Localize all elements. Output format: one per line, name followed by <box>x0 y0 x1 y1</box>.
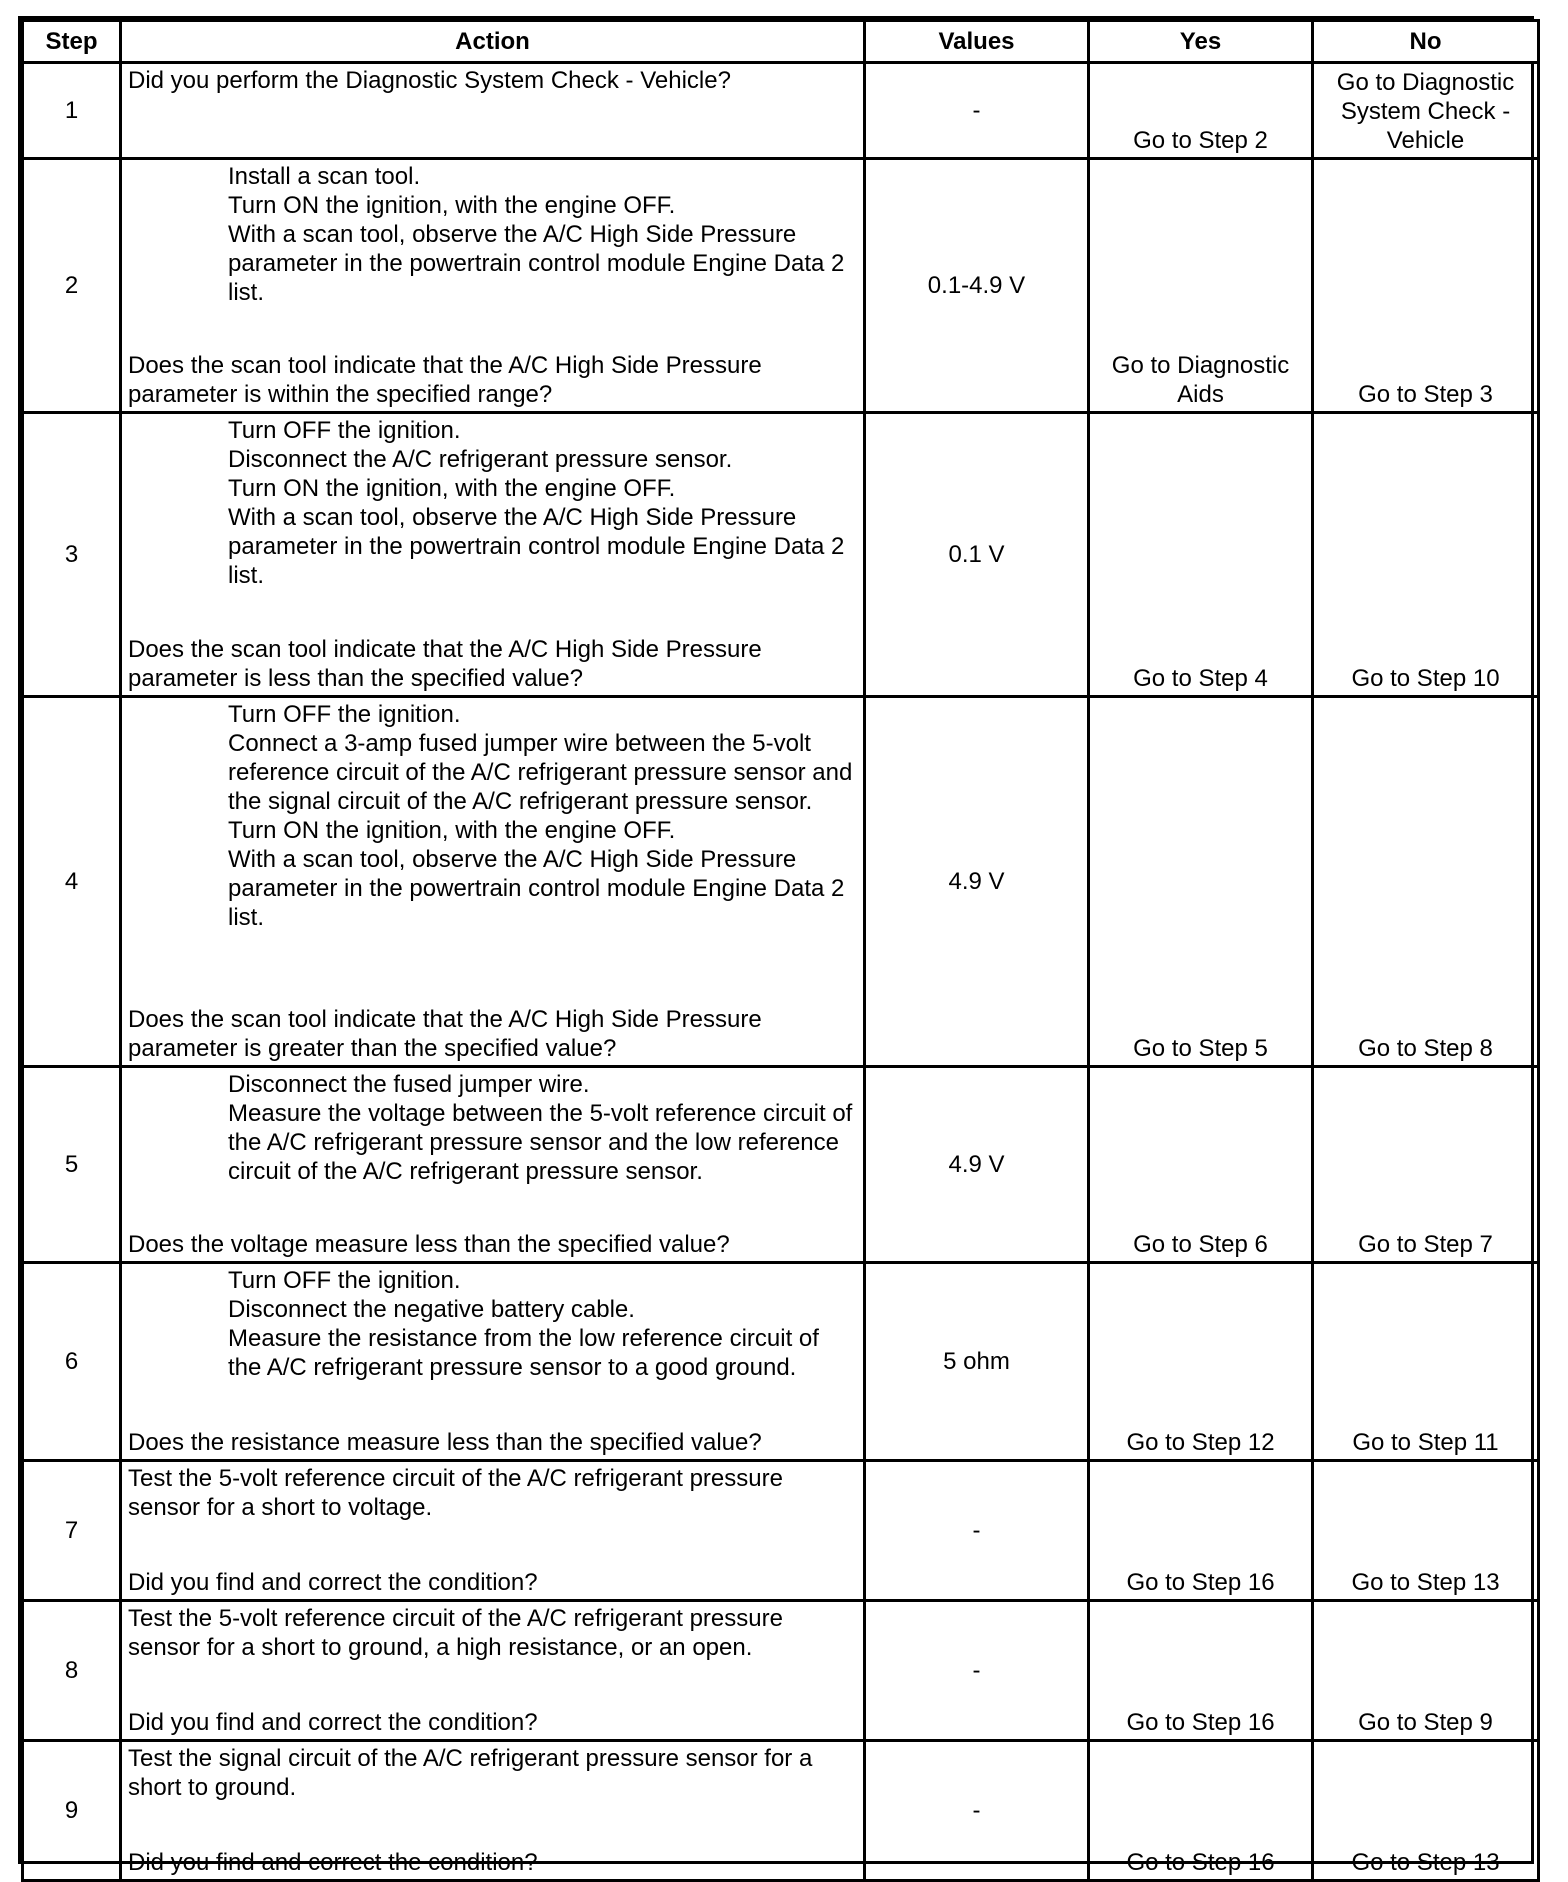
action-question: Did you find and correct the condition? <box>128 1569 538 1596</box>
step-number: 2 <box>23 159 121 413</box>
action-steps-list <box>128 416 857 590</box>
yes-link-text: Go to Step 16 <box>1126 1569 1275 1596</box>
yes-cell <box>1089 63 1313 159</box>
step-number: 8 <box>23 1601 121 1741</box>
values-cell: - <box>865 1741 1089 1881</box>
action-step-item: Turn ON the ignition, with the engine OFF. <box>228 817 676 844</box>
no-cell <box>1313 1067 1539 1263</box>
step-number: 1 <box>23 63 121 159</box>
values-cell: 5 ohm <box>865 1263 1089 1461</box>
diagnostic-table <box>21 19 1540 1882</box>
no-cell <box>1313 697 1539 1067</box>
no-cell <box>1313 159 1539 413</box>
no-cell <box>1313 1263 1539 1461</box>
action-instruction: Did you perform the Diagnostic System Check - Vehicle? <box>128 67 731 94</box>
action-step-item: Turn OFF the ignition. <box>228 701 461 728</box>
table-row <box>23 1601 1539 1741</box>
yes-cell <box>1089 159 1313 413</box>
table-row <box>23 697 1539 1067</box>
no-cell <box>1313 63 1539 159</box>
header-row <box>23 21 1539 63</box>
header-values: Values <box>865 21 1089 63</box>
yes-link-text: Go to Diagnostic Aids <box>1111 352 1290 408</box>
values-cell: - <box>865 1601 1089 1741</box>
action-steps-list <box>128 162 857 307</box>
action-step-item: Disconnect the negative battery cable. <box>228 1296 635 1323</box>
yes-cell <box>1089 697 1313 1067</box>
header-action: Action <box>121 21 865 63</box>
table-row <box>23 1067 1539 1263</box>
values-cell: 0.1 V <box>865 413 1089 697</box>
action-instruction: Test the signal circuit of the A/C refrigerant pressure sensor for a short to ground. <box>128 1745 813 1801</box>
action-step-item: Measure the resistance from the low reference circuit of the A/C refrigerant pressure sensor to a good ground. <box>228 1325 819 1381</box>
table-row <box>23 159 1539 413</box>
action-question: Did you find and correct the condition? <box>128 1849 538 1876</box>
yes-cell <box>1089 1741 1313 1881</box>
no-link-text: Go to Diagnostic System Check - Vehicle <box>1336 69 1515 154</box>
yes-link-text: Go to Step 12 <box>1126 1429 1275 1456</box>
step-number: 3 <box>23 413 121 697</box>
table-row <box>23 1741 1539 1881</box>
action-step-item: With a scan tool, observe the A/C High Side Pressure parameter in the powertrain control module Engine Data 2 list. <box>228 221 845 306</box>
action-steps-list <box>128 1070 857 1186</box>
action-question: Does the scan tool indicate that the A/C High Side Pressure parameter is less than the specified value? <box>128 636 762 692</box>
step-number: 7 <box>23 1461 121 1601</box>
no-link-text: Go to Step 3 <box>1358 381 1493 408</box>
no-cell <box>1313 413 1539 697</box>
yes-link-text: Go to Step 5 <box>1133 1035 1268 1062</box>
no-link-text: Go to Step 11 <box>1352 1429 1499 1456</box>
action-question: Does the scan tool indicate that the A/C High Side Pressure parameter is greater than the specified value? <box>128 1006 762 1062</box>
action-instruction: Test the 5-volt reference circuit of the A/C refrigerant pressure sensor for a short to voltage. <box>128 1465 783 1521</box>
step-number: 9 <box>23 1741 121 1881</box>
values-cell: - <box>865 1461 1089 1601</box>
action-cell <box>121 159 865 413</box>
table-row <box>23 1263 1539 1461</box>
yes-link-text: Go to Step 6 <box>1133 1231 1268 1258</box>
action-steps-list <box>128 1266 857 1382</box>
action-step-item: Turn ON the ignition, with the engine OFF. <box>228 475 676 502</box>
yes-link-text: Go to Step 16 <box>1126 1709 1275 1736</box>
action-cell <box>121 1067 865 1263</box>
action-step-item: Install a scan tool. <box>228 163 421 190</box>
table-row <box>23 1461 1539 1601</box>
yes-cell <box>1089 1263 1313 1461</box>
action-question: Does the voltage measure less than the specified value? <box>128 1231 730 1258</box>
action-question: Did you find and correct the condition? <box>128 1709 538 1736</box>
action-question: Does the scan tool indicate that the A/C High Side Pressure parameter is within the specified range? <box>128 352 762 408</box>
action-cell <box>121 413 865 697</box>
no-link-text: Go to Step 10 <box>1351 665 1500 692</box>
yes-link-text: Go to Step 16 <box>1126 1849 1275 1876</box>
no-link-text: Go to Step 9 <box>1358 1709 1493 1736</box>
action-step-item: Turn OFF the ignition. <box>228 417 461 444</box>
action-cell <box>121 1263 865 1461</box>
action-cell <box>121 1461 865 1601</box>
diagnostic-table-frame <box>18 16 1534 1876</box>
action-cell <box>121 1741 865 1881</box>
action-cell <box>121 697 865 1067</box>
action-question: Does the resistance measure less than the specified value? <box>128 1429 762 1456</box>
table-row <box>23 413 1539 697</box>
yes-link-text: Go to Step 4 <box>1133 665 1268 692</box>
yes-link-text: Go to Step 2 <box>1133 127 1268 154</box>
header-no: No <box>1313 21 1539 63</box>
action-cell <box>121 63 865 159</box>
yes-cell <box>1089 1067 1313 1263</box>
no-link-text: Go to Step 7 <box>1358 1231 1493 1258</box>
action-instruction: Test the 5-volt reference circuit of the A/C refrigerant pressure sensor for a short to ground, a high resistance, or an open. <box>128 1605 783 1661</box>
no-link-text: Go to Step 8 <box>1358 1035 1493 1062</box>
step-number: 6 <box>23 1263 121 1461</box>
no-link-text: Go to Step 13 <box>1351 1849 1500 1876</box>
values-cell: - <box>865 63 1089 159</box>
action-step-item: With a scan tool, observe the A/C High Side Pressure parameter in the powertrain control module Engine Data 2 list. <box>228 504 845 589</box>
no-link-text: Go to Step 13 <box>1351 1569 1500 1596</box>
action-step-item: Turn OFF the ignition. <box>228 1267 461 1294</box>
header-step: Step <box>23 21 121 63</box>
no-cell <box>1313 1741 1539 1881</box>
action-step-item: Measure the voltage between the 5-volt reference circuit of the A/C refrigerant pressure sensor and the low reference circuit of the A/C refrigerant pressure sensor. <box>228 1100 853 1185</box>
header-yes: Yes <box>1089 21 1313 63</box>
values-cell: 4.9 V <box>865 1067 1089 1263</box>
action-step-item: Disconnect the A/C refrigerant pressure sensor. <box>228 446 733 473</box>
action-step-item: Disconnect the fused jumper wire. <box>228 1071 590 1098</box>
step-number: 5 <box>23 1067 121 1263</box>
yes-cell <box>1089 1461 1313 1601</box>
no-cell <box>1313 1461 1539 1601</box>
yes-cell <box>1089 1601 1313 1741</box>
values-cell: 0.1-4.9 V <box>865 159 1089 413</box>
action-steps-list <box>128 700 857 932</box>
action-cell <box>121 1601 865 1741</box>
action-step-item: With a scan tool, observe the A/C High Side Pressure parameter in the powertrain control module Engine Data 2 list. <box>228 846 845 931</box>
action-step-item: Turn ON the ignition, with the engine OFF. <box>228 192 676 219</box>
values-cell: 4.9 V <box>865 697 1089 1067</box>
table-row <box>23 63 1539 159</box>
action-step-item: Connect a 3-amp fused jumper wire between the 5-volt reference circuit of the A/C refrigerant pressure sensor and the signal circuit of the A/C refrigerant pressure sensor. <box>228 730 853 815</box>
step-number: 4 <box>23 697 121 1067</box>
yes-cell <box>1089 413 1313 697</box>
no-cell <box>1313 1601 1539 1741</box>
